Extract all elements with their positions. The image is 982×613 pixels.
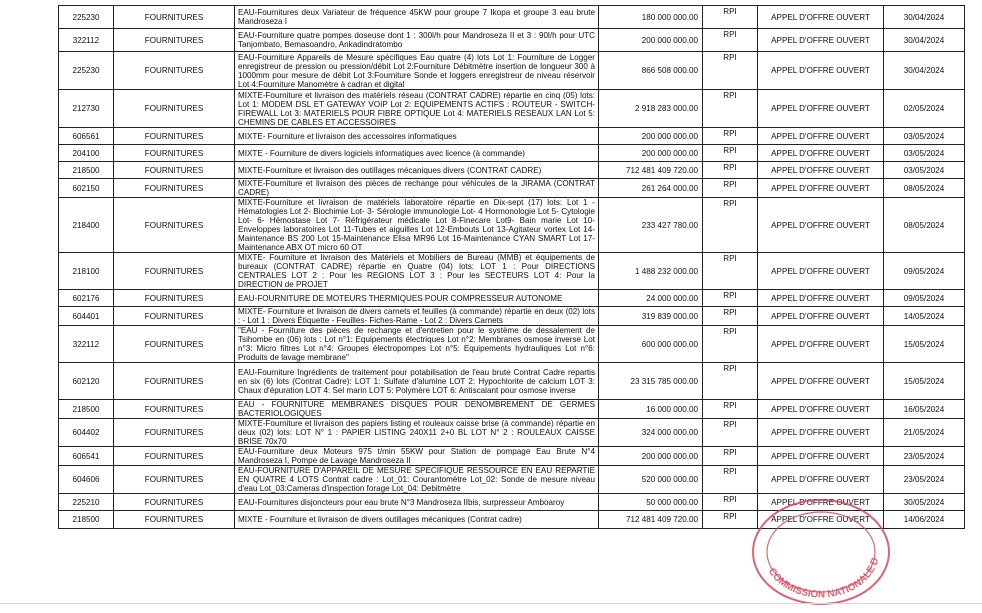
row-date: 30/04/2024	[884, 52, 965, 90]
row-amount: 200 000 000.00	[599, 447, 703, 466]
procurement-table	[58, 5, 965, 529]
table-row	[59, 447, 965, 466]
row-object: MIXTE-Fourniture et livraison de matériels laboratoire répartie en Dix-sept (17) lots: Lot 1 -Hématologies Lot 2- Biochimie Lot- 3- Sérologie immunologie Lot- 4 Hormonologie Lot 5- Cytologie Lot- 6- Hémostase Lot 7- Réfrigérateur médicale Lot 8-Finecare Lot9- Bain marie Lot 10-Enveloppes laboratoires Lot 11-Tubes et aiguilles Lot 12-Embouts Lot 13-Agitateur vortex Lot 14-Maintenance BS 200 Lot 15-Maintenance Elisa MR96 Lot 16-Maintenance CYAN SMART Lot 17- Maintenance ABX OT micro 60 OT	[235, 198, 599, 253]
row-date: 23/05/2024	[884, 447, 965, 466]
row-amount: 712 481 409 720.00	[599, 162, 703, 179]
row-object: "EAU - Fourniture des pièces de rechange et d'entretien pour le système de dessalement de Tsihombe en (06) lots : Lot n°1: Equipements électriques Lot n°2: Membranes osmose inverse Lot n°3: Micro filtres Lot n°4: Groupes électropompes Lot n°5: Equipements hydrauliques Lot n°6: Produits de lavage membrane"	[235, 326, 599, 363]
row-object: MIXTE - Fourniture et livraison de divers outillages mécaniques (Contrat cadre)	[235, 511, 599, 529]
table-row	[59, 290, 965, 307]
row-amount: 324 000 000.00	[599, 419, 703, 447]
row-type: FOURNITURES	[114, 511, 235, 529]
row-source: RPI	[703, 52, 758, 90]
row-code: 225230	[59, 52, 114, 90]
row-amount: 233 427 780.00	[599, 198, 703, 253]
row-mode: APPEL D'OFFRE OUVERT	[758, 162, 884, 179]
row-date: 30/04/2024	[884, 6, 965, 29]
row-mode: APPEL D'OFFRE OUVERT	[758, 447, 884, 466]
table-row	[59, 307, 965, 326]
row-object: MIXTE-Fourniture et livraison des papiers listing et rouleaux caisse brise (à commande) répartie en deux (02) lots: LOT N° 1 : PAPIER LISTING 240X11 2+0 BL LOT N° 2 : ROULEAUX CAISSE BRISE 70x70	[235, 419, 599, 447]
row-object: MIXTE-Fourniture et livraison des matériels réseau (CONTRAT CADRE) répartie en cinq (05) lots: Lot 1: MODEM DSL ET GATEWAY VOIP Lot 2: EQUIPEMENTS ACTIFS : ROUTEUR - SWITCH-FIREWALL Lot 3: MATERIELS POUR FIBRE OPTIQUE Lot 4: MATERIELS RESEAUX LAN Lot 5: CHEMINS DE CABLES ET ACCESSOIRES	[235, 90, 599, 128]
row-date: 03/05/2024	[884, 162, 965, 179]
table-row	[59, 6, 965, 29]
table-row	[59, 400, 965, 419]
row-type: FOURNITURES	[114, 145, 235, 162]
row-amount: 200 000 000.00	[599, 128, 703, 145]
row-type: FOURNITURES	[114, 419, 235, 447]
row-source: RPI	[703, 198, 758, 253]
row-date: 03/05/2024	[884, 145, 965, 162]
row-type: FOURNITURES	[114, 326, 235, 363]
row-date: 21/05/2024	[884, 419, 965, 447]
row-object: EAU-Fournitures deux Variateur de fréquence 45KW pour groupe 7 Ikopa et groupe 3 eau brute Mandroseza I	[235, 6, 599, 29]
row-type: FOURNITURES	[114, 198, 235, 253]
row-code: 204100	[59, 145, 114, 162]
row-mode: APPEL D'OFFRE OUVERT	[758, 128, 884, 145]
row-object: EAU-FOURNITURE D'APPAREIL DE MESURE SPECIFIQUE RESSOURCE EN EAU REPARTIE EN QUATRE 4 LOTS Contrat cadre : Lot_01: Courantomètre Lot_02: Sonde de mesure niveau d'eau Lot_03:Cameras d'inspection forage Lot_04: Debitmètre	[235, 466, 599, 494]
row-amount: 16 000 000.00	[599, 400, 703, 419]
row-mode: APPEL D'OFFRE OUVERT	[758, 494, 884, 511]
row-mode: APPEL D'OFFRE OUVERT	[758, 253, 884, 290]
row-object: EAU-FOURNITURE DE MOTEURS THERMIQUES POUR COMPRESSEUR AUTONOME	[235, 290, 599, 307]
table-row	[59, 179, 965, 198]
row-amount: 50 000 000.00	[599, 494, 703, 511]
row-mode: APPEL D'OFFRE OUVERT	[758, 326, 884, 363]
row-type: FOURNITURES	[114, 6, 235, 29]
row-source: RPI	[703, 253, 758, 290]
row-source: RPI	[703, 447, 758, 466]
row-code: 322112	[59, 29, 114, 52]
svg-text:COMMISSION NATIONALE DES MARCH: COMMISSION NATIONALE D	[765, 556, 882, 601]
row-code: 602176	[59, 290, 114, 307]
row-mode: APPEL D'OFFRE OUVERT	[758, 290, 884, 307]
row-date: 08/05/2024	[884, 179, 965, 198]
row-code: 602150	[59, 179, 114, 198]
row-date: 08/05/2024	[884, 198, 965, 253]
row-object: MIXTE- Fourniture et livraison des accessoires informatiques	[235, 128, 599, 145]
row-source: RPI	[703, 466, 758, 494]
row-type: FOURNITURES	[114, 307, 235, 326]
row-source: RPI	[703, 307, 758, 326]
row-source: RPI	[703, 363, 758, 400]
row-amount: 200 000 000.00	[599, 29, 703, 52]
row-mode: APPEL D'OFFRE OUVERT	[758, 179, 884, 198]
row-mode: APPEL D'OFFRE OUVERT	[758, 419, 884, 447]
row-source: RPI	[703, 162, 758, 179]
row-source: RPI	[703, 494, 758, 511]
page-edge-divider	[0, 603, 982, 604]
row-source: RPI	[703, 179, 758, 198]
row-amount: 712 481 409 720.00	[599, 511, 703, 529]
row-date: 02/05/2024	[884, 90, 965, 128]
row-object: EAU-Fourniture deux Moteurs 975 t/min 55KW pour Station de pompage Eau Brute N°4 Mandroseza I, Pompe de Lavage Mandroseza II	[235, 447, 599, 466]
row-source: RPI	[703, 145, 758, 162]
row-object: MIXTE - Fourniture de divers logiciels informatiques avec licence (à commande)	[235, 145, 599, 162]
row-type: FOURNITURES	[114, 290, 235, 307]
row-mode: APPEL D'OFFRE OUVERT	[758, 307, 884, 326]
row-source: RPI	[703, 128, 758, 145]
row-amount: 1 488 232 000.00	[599, 253, 703, 290]
row-mode: APPEL D'OFFRE OUVERT	[758, 198, 884, 253]
row-type: FOURNITURES	[114, 29, 235, 52]
row-source: RPI	[703, 290, 758, 307]
row-code: 225230	[59, 6, 114, 29]
row-code: 606561	[59, 128, 114, 145]
row-date: 03/05/2024	[884, 128, 965, 145]
table-row	[59, 494, 965, 511]
row-amount: 261 264 000.00	[599, 179, 703, 198]
row-type: FOURNITURES	[114, 90, 235, 128]
row-code: 218500	[59, 511, 114, 529]
row-code: 602120	[59, 363, 114, 400]
row-type: FOURNITURES	[114, 400, 235, 419]
row-code: 604606	[59, 466, 114, 494]
row-mode: APPEL D'OFFRE OUVERT	[758, 90, 884, 128]
row-date: 09/05/2024	[884, 290, 965, 307]
row-type: FOURNITURES	[114, 494, 235, 511]
row-type: FOURNITURES	[114, 447, 235, 466]
row-source: RPI	[703, 419, 758, 447]
table-row	[59, 162, 965, 179]
table-row	[59, 198, 965, 253]
table-row	[59, 466, 965, 494]
row-object: MIXTE-Fourniture et livraison des outillages mécaniques divers (CONTRAT CADRE)	[235, 162, 599, 179]
row-amount: 200 000 000.00	[599, 145, 703, 162]
row-amount: 600 000 000.00	[599, 326, 703, 363]
row-type: FOURNITURES	[114, 52, 235, 90]
row-type: FOURNITURES	[114, 162, 235, 179]
row-object: EAU-Fournitures disjoncteurs pour eau brute N°3 Mandroseza IIbis, surpresseur Amboaroy	[235, 494, 599, 511]
table-row	[59, 253, 965, 290]
row-source: RPI	[703, 400, 758, 419]
row-object: MIXTE- Fourniture et livraison de divers carnets et feuilles (à commande) répartie en deux (02) lots : - Lot 1 : Divers Étiquette - Feuilles- Fiches-Rame - Lot 2 : Divers Carnets	[235, 307, 599, 326]
table-row	[59, 363, 965, 400]
row-type: FOURNITURES	[114, 128, 235, 145]
row-type: FOURNITURES	[114, 253, 235, 290]
row-date: 30/05/2024	[884, 494, 965, 511]
table-row	[59, 52, 965, 90]
row-date: 15/05/2024	[884, 363, 965, 400]
table-row	[59, 419, 965, 447]
row-amount: 520 000 000.00	[599, 466, 703, 494]
row-amount: 180 000 000.00	[599, 6, 703, 29]
row-mode: APPEL D'OFFRE OUVERT	[758, 363, 884, 400]
row-type: FOURNITURES	[114, 179, 235, 198]
row-mode: APPEL D'OFFRE OUVERT	[758, 511, 884, 529]
row-code: 218400	[59, 198, 114, 253]
row-code: 212730	[59, 90, 114, 128]
row-object: EAU-Fourniture Appareils de Mesure spécifiques Eau quatre (4) lots Lot 1: Fourniture de Logger enregistreur de pression ou pression/débit Lot 2:Fourniture Débitmètre insertion de longueur 300 à 1000mm pour mesure de débit Lot 3:Fourniture Sonde et loggers enregistreur de niveau réservoir Lot 4:Fourniture Manomètre à cadran et digital	[235, 52, 599, 90]
row-object: MIXTE- Fourniture et livraison des Matériels et Mobiliers de Bureau (MMB) et équipements de bureaux (CONTRAT CADRE) répartie en Quatre (04) lots: LOT 1 : Pour DIRECTIONS CENTRALES LOT 2 : Pour les REGIONS LOT 3 : Pour les SECTEURS LOT 4: Pour la DIRECTION de PROJET	[235, 253, 599, 290]
row-date: 09/05/2024	[884, 253, 965, 290]
row-source: RPI	[703, 6, 758, 29]
row-code: 218500	[59, 400, 114, 419]
row-amount: 319 839 000.00	[599, 307, 703, 326]
row-amount: 23 315 785 000.00	[599, 363, 703, 400]
row-code: 218500	[59, 162, 114, 179]
row-amount: 866 508 000.00	[599, 52, 703, 90]
row-mode: APPEL D'OFFRE OUVERT	[758, 466, 884, 494]
row-type: FOURNITURES	[114, 466, 235, 494]
row-date: 16/05/2024	[884, 400, 965, 419]
row-code: 225210	[59, 494, 114, 511]
row-code: 606541	[59, 447, 114, 466]
row-code: 604402	[59, 419, 114, 447]
row-type: FOURNITURES	[114, 363, 235, 400]
row-date: 30/04/2024	[884, 29, 965, 52]
row-object: EAU - FOURNITURE MEMBRANES DISQUES POUR DENOMBREMENT DE GERMES BACTERIOLOGIQUES	[235, 400, 599, 419]
row-code: 604401	[59, 307, 114, 326]
table-row	[59, 145, 965, 162]
row-code: 322112	[59, 326, 114, 363]
row-mode: APPEL D'OFFRE OUVERT	[758, 400, 884, 419]
row-source: RPI	[703, 29, 758, 52]
row-source: RPI	[703, 90, 758, 128]
table-row	[59, 511, 965, 529]
row-mode: APPEL D'OFFRE OUVERT	[758, 29, 884, 52]
row-mode: APPEL D'OFFRE OUVERT	[758, 145, 884, 162]
row-date: 14/06/2024	[884, 511, 965, 529]
table-row	[59, 90, 965, 128]
row-source: RPI	[703, 511, 758, 529]
row-object: EAU-Fourniture quatre pompes doseuse dont 1 : 300l/h pour Mandroseza II et 3 : 90l/h pour UTC Tanjombato, Bemasoandro, Ankadindratombo	[235, 29, 599, 52]
row-mode: APPEL D'OFFRE OUVERT	[758, 52, 884, 90]
row-date: 14/05/2024	[884, 307, 965, 326]
table-row	[59, 29, 965, 52]
row-object: EAU-Fourniture Ingrédients de traitement pour potabilisation de l'eau brute Contrat Cadre repartis en six (6) lots (Contrat Cadre): LOT 1: Sulfate d'alumine LOT 2: Hypochlorite de calcium LOT 3: Chaux d'épuration LOT 4: Sel marin LOT 5: Polymère LOT 6: Antiscalant pour osmose inverse	[235, 363, 599, 400]
row-date: 23/05/2024	[884, 466, 965, 494]
row-source: RPI	[703, 326, 758, 363]
row-object: MIXTE-Fourniture et livraison des pièces de rechange pour véhicules de la JIRAMA (CONTRAT CADRE)	[235, 179, 599, 198]
row-amount: 2 918 283 000.00	[599, 90, 703, 128]
row-amount: 24 000 000.00	[599, 290, 703, 307]
row-code: 218100	[59, 253, 114, 290]
table-row	[59, 326, 965, 363]
table-row	[59, 128, 965, 145]
row-date: 15/05/2024	[884, 326, 965, 363]
row-mode: APPEL D'OFFRE OUVERT	[758, 6, 884, 29]
